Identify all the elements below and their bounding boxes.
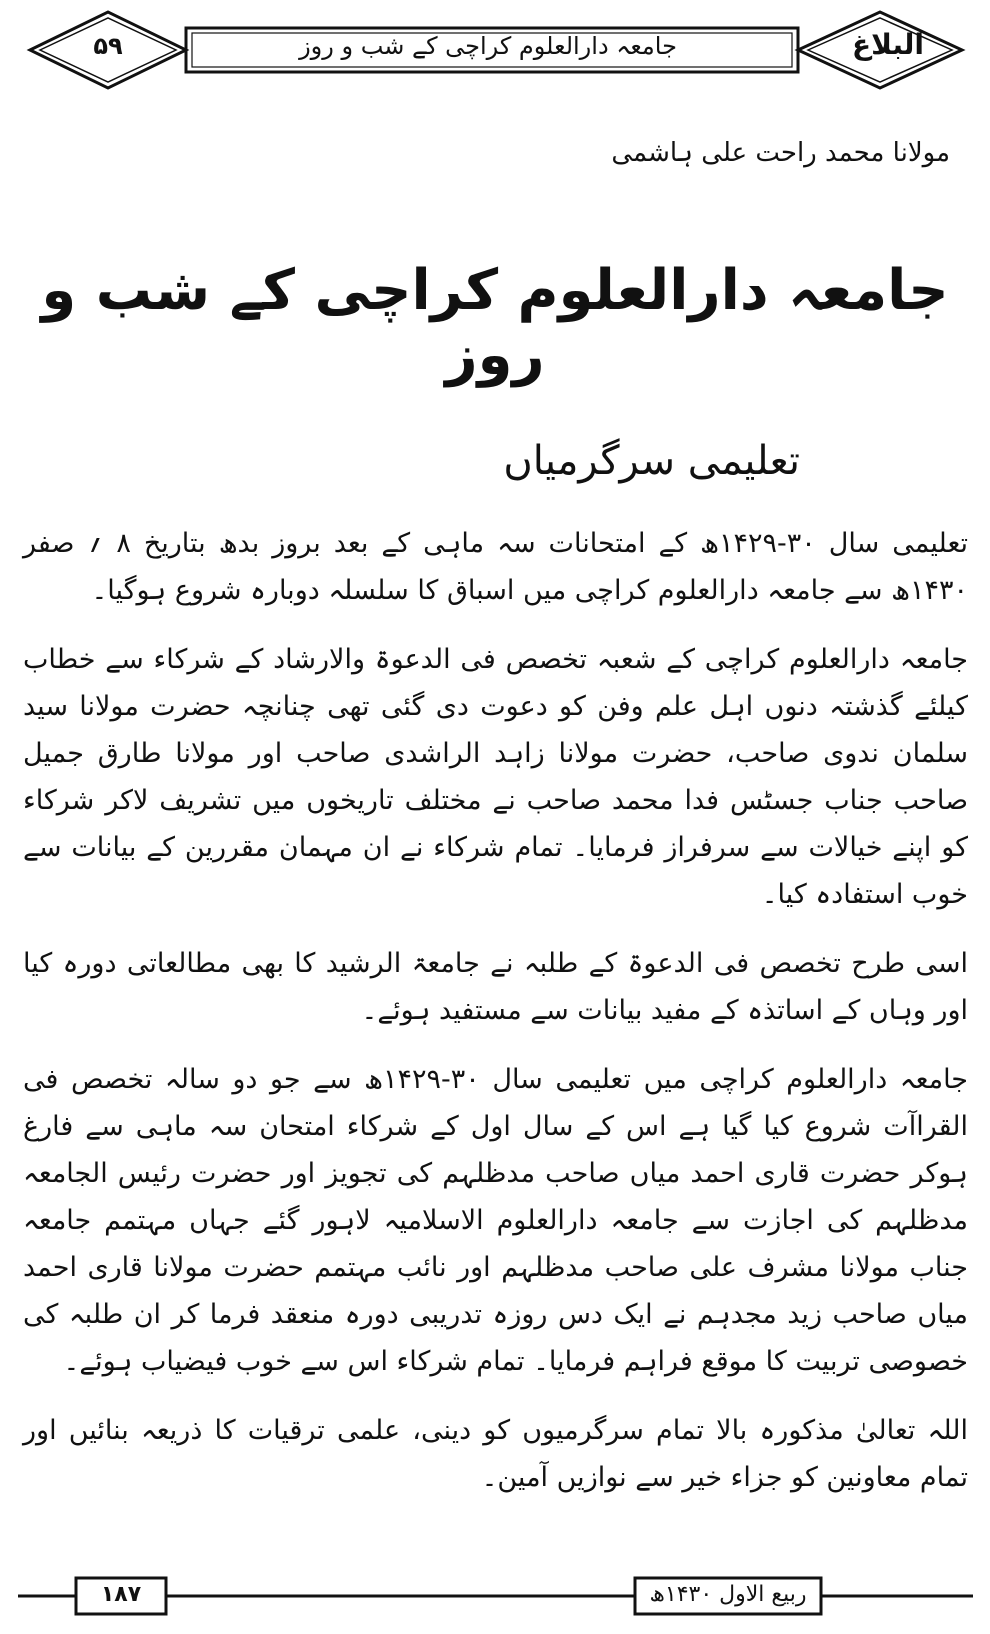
magazine-logo: البلاغ — [852, 28, 924, 61]
header-page-number: ۵۹ — [93, 32, 123, 60]
paragraph: اللہ تعالیٰ مذکورہ بالا تمام سرگرمیوں کو دینی، علمی ترقیات کا ذریعہ بنائیں اور تمام معاونین کو جزاء خیر سے نوازیں آمین۔ — [23, 1415, 968, 1493]
article-body — [23, 520, 968, 1523]
running-title: جامعہ دارالعلوم کراچی کے شب و روز — [299, 32, 677, 60]
paragraph: جامعہ دارالعلوم کراچی کے شعبہ تخصص فی الدعوۃ والارشاد کے شرکاء سے خطاب کیلئے گذشتہ دنوں اہل علم وفن کو دعوت دی گئی تھی چنانچہ حضرت مولانا سید سلمان ندوی صاحب، حضرت مولانا زاہد الراشدی صاحب اور مولانا طارق جمیل صاحب جناب جسٹس فدا محمد صاحب نے مختلف تاریخوں میں تشریف لاکر شرکاء کو اپنے خیالات سے سرفراز فرمایا۔ تمام شرکاء نے ان مہمان مقررین کے بیانات سے خوب استفادہ کیا۔ — [23, 644, 968, 910]
article-title: جامعہ دارالعلوم کراچی کے شب و روز — [41, 258, 949, 388]
footer-page-number: ۱۸۷ — [100, 1582, 142, 1607]
author-name: مولانا محمد راحت علی ہاشمی — [611, 138, 950, 168]
page-footer — [18, 1570, 973, 1620]
paragraph: جامعہ دارالعلوم کراچی میں تعلیمی سال ۳۰-۱۴۲۹ھ سے جو دو سالہ تخصص فی القراآت شروع کیا گیا ہے اس کے سال اول کے شرکاء امتحان سہ ماہی سے فارغ ہوکر حضرت قاری احمد میاں صاحب مدظلہم کی تجویز اور حضرت رئیس الجامعہ مدظلہم کی اجازت سے جامعہ دارالعلوم الاسلامیہ لاہور گئے جہاں مہتمم جامعہ جناب مولانا مشرف علی صاحب مدظلہم اور نائب مہتمم حضرت مولانا قاری احمد میاں صاحب زید مجدہم نے ایک دس روزہ تدریبی دورہ منعقد فرما کر ان طلبہ کی خصوصی تربیت کا موقع فراہم فرمایا۔ تمام شرکاء اس سے خوب فیضیاب ہوئے۔ — [23, 1064, 968, 1377]
paragraph: تعلیمی سال ۳۰-۱۴۲۹ھ کے امتحانات سہ ماہی کے بعد بروز بدھ بتاریخ ۸ ؍ صفر ۱۴۳۰ھ سے جامعہ دارالعلوم کراچی میں اسباق کا سلسلہ دوبارہ شروع ہوگیا۔ — [23, 528, 969, 606]
section-title: تعلیمی سرگرمیاں — [503, 438, 800, 484]
issue-date: ربیع الاول ۱۴۳۰ھ — [649, 1582, 807, 1607]
page-header — [18, 10, 973, 90]
paragraph: اسی طرح تخصص فی الدعوۃ کے طلبہ نے جامعۃ الرشید کا بھی مطالعاتی دورہ کیا اور وہاں کے اساتذہ کے مفید بیانات سے مستفید ہوئے۔ — [23, 948, 968, 1026]
